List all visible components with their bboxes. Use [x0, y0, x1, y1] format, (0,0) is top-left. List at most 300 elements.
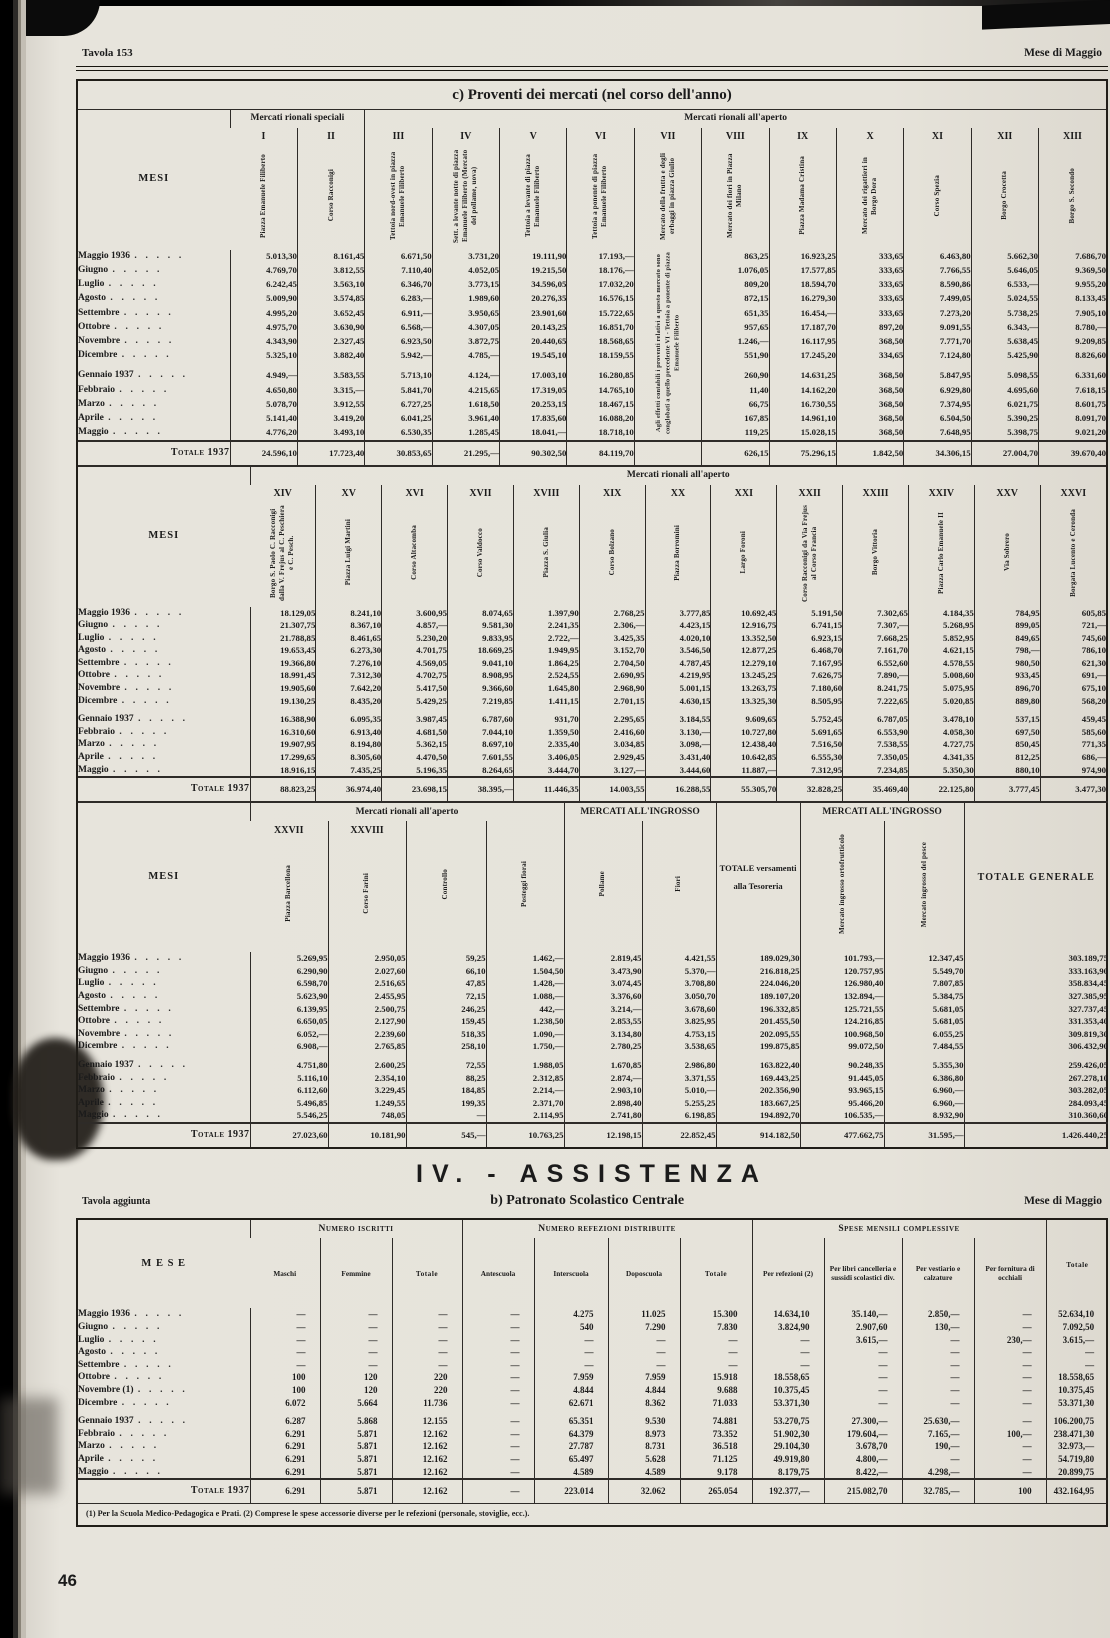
- value-cell: 899,05: [974, 619, 1040, 632]
- value-cell: 196.332,85: [716, 1003, 800, 1016]
- value-cell: 691,—: [1040, 669, 1106, 682]
- column-header: [564, 821, 642, 952]
- value-cell: 215.082,70: [824, 1479, 902, 1503]
- value-cell: —: [462, 1359, 534, 1372]
- column-numeral: I: [261, 131, 266, 142]
- value-cell: 14.162,20: [769, 383, 836, 397]
- value-cell: 4.975,70: [230, 320, 297, 334]
- value-cell: 368,50: [836, 411, 903, 425]
- value-cell: 14.961,10: [769, 411, 836, 425]
- table-row: [78, 707, 1106, 726]
- month-label: Settembre: [78, 307, 120, 318]
- table-row: [78, 619, 1106, 632]
- totale-label: Totale 1937: [78, 777, 250, 801]
- leader-dots: . . . . .: [105, 293, 160, 304]
- value-cell: 4.020,10: [645, 632, 711, 645]
- value-cell: 7.374,95: [904, 397, 971, 411]
- value-cell: 1.504,50: [486, 965, 564, 978]
- value-cell: 14.631,25: [769, 362, 836, 383]
- value-cell: 5.008,60: [908, 669, 974, 682]
- value-cell: 2.027,60: [328, 965, 406, 978]
- value-cell: 6.555,30: [777, 751, 843, 764]
- value-cell: 3.214,—: [564, 1003, 642, 1016]
- value-cell: 6.139,95: [250, 1003, 328, 1016]
- value-cell: 1.397,90: [513, 607, 579, 620]
- month-label: Agosto: [78, 991, 106, 1001]
- column-numeral: XXIV: [908, 485, 974, 504]
- value-cell: —: [974, 1440, 1046, 1453]
- value-cell: 18.041,—: [500, 425, 567, 440]
- value-cell: 9.209,85: [1039, 334, 1107, 348]
- value-cell: 2.704,50: [579, 657, 645, 670]
- value-cell: 745,60: [1040, 632, 1106, 645]
- value-cell: 3.184,55: [645, 707, 711, 726]
- value-cell: 189.029,30: [716, 952, 800, 965]
- value-cell: 4.785,—: [432, 348, 499, 362]
- value-cell: 12.198,15: [564, 1123, 642, 1147]
- column-header: [634, 147, 701, 250]
- table-row: [78, 1466, 1108, 1480]
- value-cell: 16.288,55: [645, 777, 711, 801]
- month-label: Maggio: [78, 764, 109, 775]
- table-row: [78, 1028, 1108, 1041]
- value-cell: 10.727,80: [711, 726, 777, 739]
- value-cell: 90.302,50: [500, 441, 567, 465]
- column-header: Per libri cancelleria e sussidi scolastici div.: [824, 1238, 902, 1308]
- value-cell: —: [974, 1384, 1046, 1397]
- value-cell: 697,50: [974, 726, 1040, 739]
- market-name: Posteggi fiorai: [520, 861, 529, 908]
- row-label: [78, 1053, 250, 1072]
- column-header: [406, 821, 486, 952]
- value-cell: 459,45: [1040, 707, 1106, 726]
- value-cell: 3.583,55: [297, 362, 364, 383]
- value-cell: 5.325,10: [230, 348, 297, 362]
- value-cell: 5.549,70: [884, 965, 964, 978]
- column-numeral: XXVI: [1040, 485, 1106, 504]
- value-cell: 72,15: [406, 990, 486, 1003]
- value-cell: 8.367,10: [316, 619, 382, 632]
- value-cell: 5.691,65: [777, 726, 843, 739]
- value-cell: 11.736: [392, 1397, 462, 1410]
- column-header: [843, 504, 909, 607]
- market-name: Borgo Crocetta: [1000, 171, 1009, 220]
- market-name: Tettoia nord-ovest in piazza Emanuele Filiberto: [389, 151, 407, 240]
- value-cell: 65.351: [534, 1409, 608, 1428]
- value-cell: 568,20: [1040, 695, 1106, 708]
- value-cell: 7.307,—: [843, 619, 909, 632]
- value-cell: 17.245,20: [769, 348, 836, 362]
- value-cell: 7.350,05: [843, 751, 909, 764]
- value-cell: 6.960,—: [884, 1097, 964, 1110]
- value-cell: 6.386,80: [884, 1072, 964, 1085]
- value-cell: [634, 441, 701, 465]
- value-cell: —: [974, 1371, 1046, 1384]
- value-cell: 100: [250, 1371, 320, 1384]
- value-cell: 3.678,70: [824, 1440, 902, 1453]
- value-cell: 3.493,10: [297, 425, 364, 440]
- value-cell: 13.245,25: [711, 669, 777, 682]
- value-cell: —: [250, 1308, 320, 1321]
- month-label: Novembre: [78, 335, 121, 346]
- value-cell: 53.371,30: [1046, 1397, 1108, 1410]
- value-cell: 35.140,—: [824, 1308, 902, 1321]
- value-cell: 3.652,45: [297, 306, 364, 320]
- month-label: Giugno: [78, 1322, 109, 1333]
- value-cell: —: [462, 1308, 534, 1321]
- value-cell: 15.300: [680, 1308, 752, 1321]
- row-label: [78, 952, 250, 965]
- table-row: [78, 1409, 1108, 1428]
- column-header: [974, 504, 1040, 607]
- column-numeral: XII: [971, 128, 1038, 147]
- value-cell: 3.824,90: [752, 1321, 824, 1334]
- value-cell: 17.723,40: [297, 441, 364, 465]
- column-header: [316, 504, 382, 607]
- column-header: [500, 147, 567, 250]
- value-cell: 1.842,50: [836, 441, 903, 465]
- row-label: [78, 965, 250, 978]
- value-cell: 7.686,70: [1039, 250, 1107, 264]
- value-cell: 183.667,25: [716, 1097, 800, 1110]
- column-header: [711, 504, 777, 607]
- value-cell: 192.377,—: [752, 1479, 824, 1503]
- value-cell: 100: [250, 1384, 320, 1397]
- column-numeral: XX: [645, 485, 711, 504]
- totale-row: [78, 1123, 1108, 1147]
- value-cell: 167,85: [702, 411, 769, 425]
- value-cell: 6.291: [250, 1440, 320, 1453]
- value-cell: 71.125: [680, 1453, 752, 1466]
- value-cell: 7.222,65: [843, 695, 909, 708]
- value-cell: 4.751,80: [250, 1053, 328, 1072]
- value-cell: 2.214,—: [486, 1084, 564, 1097]
- value-cell: 686,—: [1040, 751, 1106, 764]
- value-cell: 18.159,55: [567, 348, 634, 362]
- value-cell: —: [974, 1397, 1046, 1410]
- value-cell: 6.052,—: [250, 1028, 328, 1041]
- value-cell: 15.722,65: [567, 306, 634, 320]
- value-cell: 17.003,10: [500, 362, 567, 383]
- value-cell: 120.757,95: [800, 965, 884, 978]
- leader-dots: . . . . .: [114, 1072, 169, 1083]
- value-cell: 4.681,50: [382, 726, 448, 739]
- value-cell: 95.466,20: [800, 1097, 884, 1110]
- value-cell: —: [462, 1428, 534, 1441]
- value-cell: 4.769,70: [230, 264, 297, 278]
- value-cell: 59,25: [406, 952, 486, 965]
- month-label: Giugno: [78, 965, 109, 976]
- value-cell: 7.890,—: [843, 669, 909, 682]
- column-group-header: Numero iscritti: [250, 1220, 462, 1238]
- value-cell: 6.533,—: [971, 278, 1038, 292]
- row-label: [78, 334, 230, 348]
- column-header: Per vestiario e calzature: [902, 1238, 974, 1308]
- column-numeral: XXII: [777, 485, 843, 504]
- page-number: 46: [58, 1571, 77, 1590]
- value-cell: 5.398,75: [971, 425, 1038, 440]
- value-cell: 5.009,90: [230, 292, 297, 306]
- value-cell: 8.133,45: [1039, 292, 1107, 306]
- value-cell: 12.162: [392, 1428, 462, 1441]
- value-cell: 3.431,40: [645, 751, 711, 764]
- value-cell: 4.995,20: [230, 306, 297, 320]
- leader-dots: . . . . .: [114, 384, 169, 395]
- value-cell: 8.091,70: [1039, 411, 1107, 425]
- value-cell: 32.828,25: [777, 777, 843, 801]
- value-cell: 9.041,10: [448, 657, 514, 670]
- value-cell: 5.871: [320, 1453, 392, 1466]
- value-cell: 7.668,25: [843, 632, 909, 645]
- value-cell: 8.731: [608, 1440, 680, 1453]
- column-numeral: XIX: [579, 485, 645, 504]
- row-label: [78, 764, 250, 778]
- market-name: Piazza S. Giulia: [541, 527, 550, 578]
- value-cell: 3.098,—: [645, 738, 711, 751]
- value-cell: 2.335,40: [513, 738, 579, 751]
- value-cell: 91.445,05: [800, 1072, 884, 1085]
- column-numeral: XVIII: [513, 485, 579, 504]
- table-row: [78, 1397, 1108, 1410]
- value-cell: 8.505,95: [777, 695, 843, 708]
- value-cell: 812,25: [974, 751, 1040, 764]
- value-cell: 27.023,60: [250, 1123, 328, 1147]
- value-cell: 201.455,50: [716, 1015, 800, 1028]
- row-label: [78, 425, 230, 440]
- months-column-header: MESI: [148, 530, 180, 542]
- value-cell: 8.241,75: [843, 682, 909, 695]
- month-label: Gennaio 1937: [78, 370, 134, 381]
- leader-dots: . . . . .: [114, 726, 169, 737]
- market-name: Pollame: [598, 871, 607, 897]
- column-header: [513, 504, 579, 607]
- leader-dots: . . . . .: [129, 251, 184, 262]
- row-label: [78, 1003, 250, 1016]
- value-cell: 872,15: [702, 292, 769, 306]
- table-row: [78, 1334, 1108, 1347]
- value-cell: 2.524,55: [513, 669, 579, 682]
- value-cell: 190,—: [902, 1440, 974, 1453]
- value-cell: —: [752, 1334, 824, 1347]
- value-cell: 5.001,15: [645, 682, 711, 695]
- column-header: [250, 840, 328, 952]
- value-cell: 159,45: [406, 1015, 486, 1028]
- market-name: Piazza Barcellona: [284, 865, 293, 923]
- value-cell: 2.986,80: [642, 1053, 716, 1072]
- month-label: Luglio: [78, 279, 105, 290]
- value-cell: 477.662,75: [800, 1123, 884, 1147]
- value-cell: 5.116,10: [250, 1072, 328, 1085]
- value-cell: 4.776,20: [230, 425, 297, 440]
- value-cell: 36.974,40: [316, 777, 382, 801]
- column-header: Interscuola: [534, 1238, 608, 1308]
- value-cell: 13.325,30: [711, 695, 777, 708]
- value-cell: 6.741,15: [777, 619, 843, 632]
- value-cell: 9.609,65: [711, 707, 777, 726]
- value-cell: —: [974, 1453, 1046, 1466]
- leader-dots: . . . . .: [105, 991, 160, 1001]
- value-cell: 3.376,60: [564, 990, 642, 1003]
- value-cell: 605,85: [1040, 607, 1106, 620]
- table-row: [78, 1015, 1108, 1028]
- row-label: [78, 397, 230, 411]
- value-cell: 3.074,45: [564, 977, 642, 990]
- value-cell: 880,10: [974, 764, 1040, 778]
- value-cell: 6.911,—: [365, 306, 432, 320]
- value-cell: 5.871: [320, 1479, 392, 1503]
- column-group-header: Mercati rionali all'aperto: [250, 802, 564, 821]
- table-row: [78, 682, 1106, 695]
- month-label: Luglio: [78, 978, 105, 989]
- value-cell: 84.119,70: [567, 441, 634, 465]
- leader-dots: . . . . .: [120, 1028, 174, 1039]
- value-cell: 4.058,30: [908, 726, 974, 739]
- value-cell: 3.546,50: [645, 644, 711, 657]
- patronato-frame: [76, 1218, 1108, 1527]
- value-cell: 15.028,15: [769, 425, 836, 440]
- column-numeral: III: [365, 128, 432, 147]
- row-label: [78, 669, 250, 682]
- totale-label: Totale 1937: [78, 1479, 250, 1503]
- value-cell: 6.095,35: [316, 707, 382, 726]
- leader-dots: . . . . .: [104, 1441, 159, 1452]
- column-header: [230, 147, 297, 250]
- table-row: [78, 278, 1106, 292]
- column-numeral: XIII: [1039, 128, 1107, 147]
- value-cell: 88,25: [406, 1072, 486, 1085]
- value-cell: 194.892,70: [716, 1109, 800, 1123]
- divider: [76, 66, 1108, 71]
- value-cell: 6.242,45: [230, 278, 297, 292]
- value-cell: 3.882,40: [297, 348, 364, 362]
- market-name: Controllo: [441, 868, 450, 900]
- market-name: Tettoia a levante di piazza Emanuele Filiberto: [524, 154, 542, 237]
- value-cell: 6.929,80: [904, 383, 971, 397]
- value-cell: —: [680, 1359, 752, 1372]
- month-label: Aprile: [78, 412, 104, 423]
- value-cell: 8.461,65: [316, 632, 382, 645]
- value-cell: 125.721,55: [800, 1003, 884, 1016]
- leader-dots: . . . . .: [110, 670, 164, 681]
- value-cell: 8.074,65: [448, 607, 514, 620]
- value-cell: —: [680, 1346, 752, 1359]
- market-name: Via Sobrero: [1002, 533, 1011, 572]
- value-cell: 4.800,—: [824, 1453, 902, 1466]
- column-numeral: IX: [769, 128, 836, 147]
- value-cell: 4.702,75: [382, 669, 448, 682]
- value-cell: 163.822,40: [716, 1053, 800, 1072]
- value-cell: 6.331,60: [1039, 362, 1107, 383]
- value-cell: 23.698,15: [382, 777, 448, 801]
- value-cell: 5.370,—: [642, 965, 716, 978]
- value-cell: 21.295,—: [432, 441, 499, 465]
- column-numeral: XXI: [711, 485, 777, 504]
- value-cell: 6.468,70: [777, 644, 843, 657]
- column-header: [702, 147, 769, 250]
- value-cell: 6.787,60: [448, 707, 514, 726]
- value-cell: 6.553,90: [843, 726, 909, 739]
- value-cell: 1.246,—: [702, 334, 769, 348]
- leader-dots: . . . . .: [119, 1003, 173, 1014]
- leader-dots: . . . . .: [108, 427, 162, 438]
- table-row: [78, 425, 1106, 440]
- row-label: [78, 695, 250, 708]
- value-cell: 32.062: [608, 1479, 680, 1503]
- value-cell: 3.478,10: [908, 707, 974, 726]
- value-cell: 4.421,55: [642, 952, 716, 965]
- table-row: [78, 657, 1106, 670]
- value-cell: 22.852,45: [642, 1123, 716, 1147]
- value-cell: 303.282,05: [964, 1084, 1108, 1097]
- value-cell: —: [320, 1308, 392, 1321]
- value-cell: 5.230,20: [382, 632, 448, 645]
- value-cell: 100: [974, 1479, 1046, 1503]
- column-numeral: XXVIII: [328, 821, 406, 840]
- column-numeral: XVII: [448, 485, 514, 504]
- value-cell: —: [462, 1479, 534, 1503]
- value-cell: 2.690,95: [579, 669, 645, 682]
- value-cell: 7.276,10: [316, 657, 382, 670]
- months-column-header: MESI: [138, 173, 170, 185]
- leader-dots: . . . . .: [133, 1385, 187, 1395]
- leader-dots: . . . . .: [104, 398, 159, 409]
- value-cell: 721,—: [1040, 619, 1106, 632]
- scan-artifact-smudge: [0, 1398, 58, 1494]
- leader-dots: . . . . .: [133, 370, 187, 381]
- value-cell: 3.574,85: [297, 292, 364, 306]
- value-cell: 51.902,30: [752, 1428, 824, 1441]
- value-cell: 3.034,85: [579, 738, 645, 751]
- month-label: Ottobre: [78, 670, 111, 681]
- value-cell: —: [680, 1334, 752, 1347]
- value-cell: 20.253,15: [500, 397, 567, 411]
- column-numeral: XVI: [382, 485, 448, 504]
- value-cell: 306.432,90: [964, 1040, 1108, 1053]
- value-cell: 120: [320, 1371, 392, 1384]
- column-numeral: IV: [432, 128, 499, 147]
- value-cell: 8.590,86: [904, 278, 971, 292]
- value-cell: 6.291: [250, 1466, 320, 1480]
- value-cell: 850,45: [974, 738, 1040, 751]
- row-label: [78, 306, 230, 320]
- value-cell: 202.095,55: [716, 1028, 800, 1041]
- row-label: [78, 1084, 250, 1097]
- value-cell: 1.359,50: [513, 726, 579, 739]
- value-cell: 5.496,85: [250, 1097, 328, 1110]
- value-cell: 8.305,60: [316, 751, 382, 764]
- value-cell: 216.818,25: [716, 965, 800, 978]
- value-cell: 9.688: [680, 1384, 752, 1397]
- value-cell: 3.950,65: [432, 306, 499, 320]
- value-cell: —: [392, 1359, 462, 1372]
- value-cell: —: [320, 1334, 392, 1347]
- value-cell: 16.088,20: [567, 411, 634, 425]
- value-cell: 12.162: [392, 1466, 462, 1480]
- value-cell: —: [824, 1346, 902, 1359]
- value-cell: 11.025: [608, 1308, 680, 1321]
- column-numeral: XXVII: [274, 824, 304, 836]
- leader-dots: . . . . .: [119, 307, 173, 318]
- value-cell: 38.395,—: [448, 777, 514, 801]
- column-header: Totale: [680, 1238, 752, 1308]
- leader-dots: . . . . .: [110, 1016, 164, 1027]
- market-name: Corso Racconigi: [326, 169, 335, 222]
- value-cell: 49.919,80: [752, 1453, 824, 1466]
- value-cell: 896,70: [974, 682, 1040, 695]
- value-cell: 3.615,—: [1046, 1334, 1108, 1347]
- value-cell: 5.871: [320, 1466, 392, 1480]
- market-name: Fiori: [674, 876, 683, 893]
